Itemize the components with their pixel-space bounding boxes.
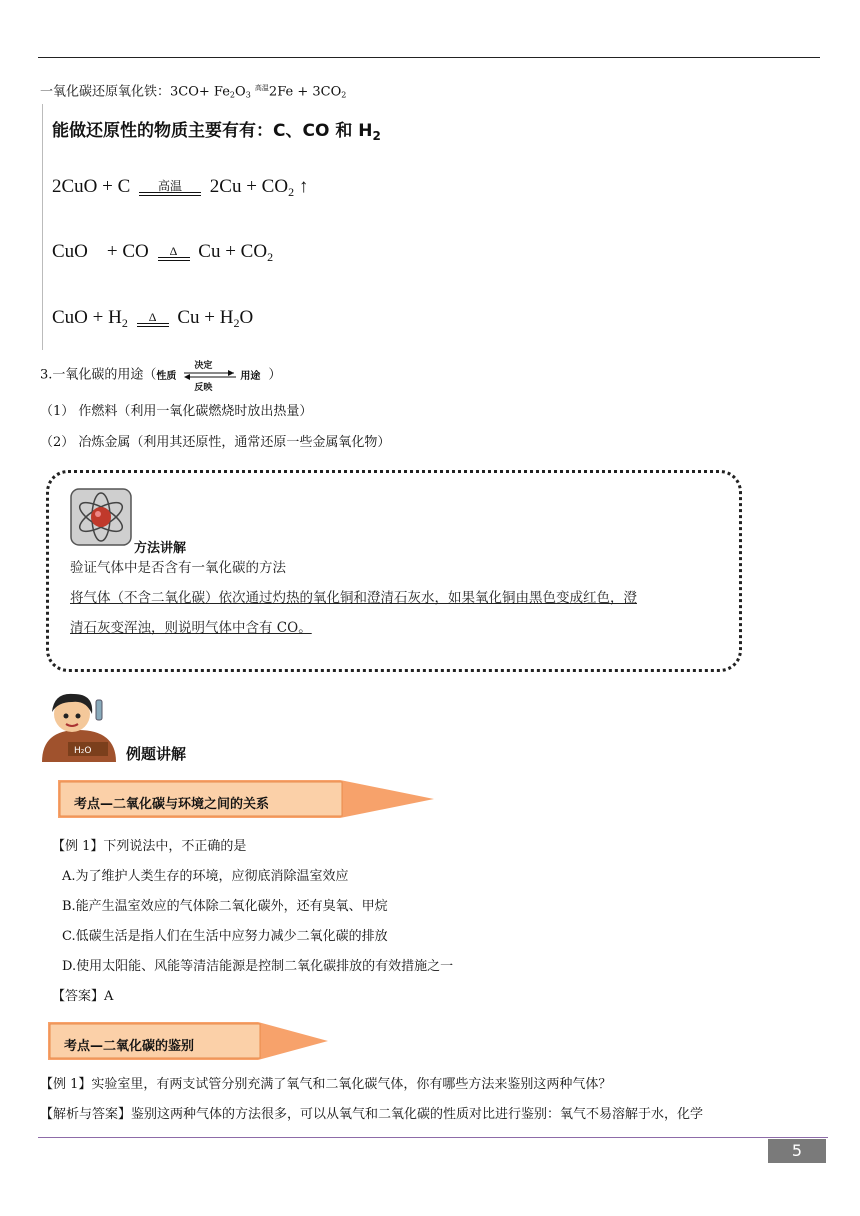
svg-text:H₂O: H₂O	[74, 746, 92, 756]
intro-sub1: 2	[229, 90, 236, 100]
equation-1	[52, 176, 308, 200]
eq1-left: 2CuO + C	[52, 176, 131, 197]
topic-banner-2-label: 考点—二氧化碳的鉴别	[64, 1039, 195, 1054]
uses-heading-text: 3.一氧化碳的用途（	[40, 367, 157, 383]
uses-heading-end: ）	[268, 367, 282, 383]
eq1-sub: 2	[288, 185, 295, 199]
option-d: D.使用太阳能、风能等清洁能源是控制二氧化碳排放的有效措施之一	[62, 959, 454, 974]
use-item-1: （1） 作燃料（利用一氧化碳燃烧时放出热量）	[40, 404, 313, 419]
example-1-question: 【例 1】下列说法中，不正确的是	[52, 839, 247, 854]
intro-sub3: 2	[341, 90, 347, 100]
use-item-2: （2） 冶炼金属（利用其还原性，通常还原一些金属氧化物）	[40, 435, 391, 450]
option-a: A.为了维护人类生存的环境，应彻底消除温室效应	[62, 869, 349, 884]
eq3-tail: O	[239, 307, 254, 328]
eq3-lsub: 2	[121, 316, 128, 330]
analysis-line: 【解析与答案】鉴别这两种气体的方法很多，可以从氧气和二氧化碳的性质对比进行鉴别：氧气不易溶解于水，化学	[40, 1107, 704, 1122]
eq2-cond-text: Δ	[169, 243, 178, 258]
eq3-left: CuO + H	[52, 307, 122, 328]
eq2-left: CuO + CO	[52, 241, 149, 262]
eq3-cond-text: Δ	[148, 309, 157, 324]
examples-title: 例题讲解	[126, 745, 187, 763]
diag-use: 用途	[240, 371, 261, 382]
intro-o: O	[235, 84, 246, 100]
method-title: 验证气体中是否含有一氧化碳的方法	[70, 560, 286, 576]
topic-banner-1-label: 考点—二氧化碳与环境之间的关系	[74, 797, 270, 812]
equation-2	[52, 241, 273, 265]
example-2-question: 【例 1】实验室里，有两支试管分别充满了氧气和二氧化碳气体，你有哪些方法来鉴别这两种气体？	[40, 1077, 612, 1092]
diag-determines: 决定	[194, 361, 213, 371]
diag-reflects: 反映	[194, 383, 213, 393]
eq3-condition	[137, 311, 169, 327]
eq1-cond-text: 高温	[158, 178, 183, 193]
eq2-condition	[158, 245, 190, 261]
uses-heading	[40, 361, 282, 393]
footer-rule	[38, 1137, 828, 1138]
intro-eq-left: 3CO+ Fe	[170, 84, 230, 100]
eq2-right: Cu + CO	[198, 241, 268, 262]
intro-eq-right: 2Fe + 3CO	[268, 84, 342, 100]
equation-3	[52, 307, 253, 331]
method-label: 方法讲解	[134, 541, 187, 556]
answer-1: 【答案】A	[52, 989, 114, 1004]
reducing-title-sub: 2	[372, 129, 381, 143]
option-b: B.能产生温室效应的气体除二氧化碳外，还有臭氧、甲烷	[62, 899, 388, 914]
atom-icon	[70, 488, 134, 548]
option-c: C.低碳生活是指人们在生活中应努力减少二氧化碳的排放	[62, 929, 388, 944]
intro-condition: 高温	[254, 84, 269, 92]
intro-label: 一氧化碳还原氧化铁：	[40, 84, 171, 100]
page-number: 5	[768, 1139, 826, 1163]
intro-sub2: 3	[245, 90, 251, 100]
method-line-1: 将气体（不含二氧化碳）依次通过灼热的氧化铜和澄清石灰水，如果氧化铜由黑色变成红色，澄	[70, 590, 637, 606]
intro-equation-line	[40, 79, 346, 104]
method-line-2: 清石灰变浑浊，则说明气体中含有 CO。	[70, 620, 312, 636]
reducing-title-text: 能做还原性的物质主要有有：C、CO 和 H	[52, 121, 373, 141]
gas-arrow-icon: ↑	[298, 176, 309, 197]
property-use-diagram	[156, 361, 268, 393]
eq1-right: 2Cu + CO	[209, 176, 289, 197]
eq3-right: Cu + H	[177, 307, 234, 328]
diag-property: 性质	[156, 371, 177, 382]
eq3-rsub: 2	[233, 316, 240, 330]
header-rule	[38, 57, 820, 58]
student-mascot-icon	[38, 690, 124, 762]
eq1-condition	[139, 180, 201, 196]
eq2-sub: 2	[267, 250, 274, 264]
reducing-agents-title	[52, 116, 381, 143]
